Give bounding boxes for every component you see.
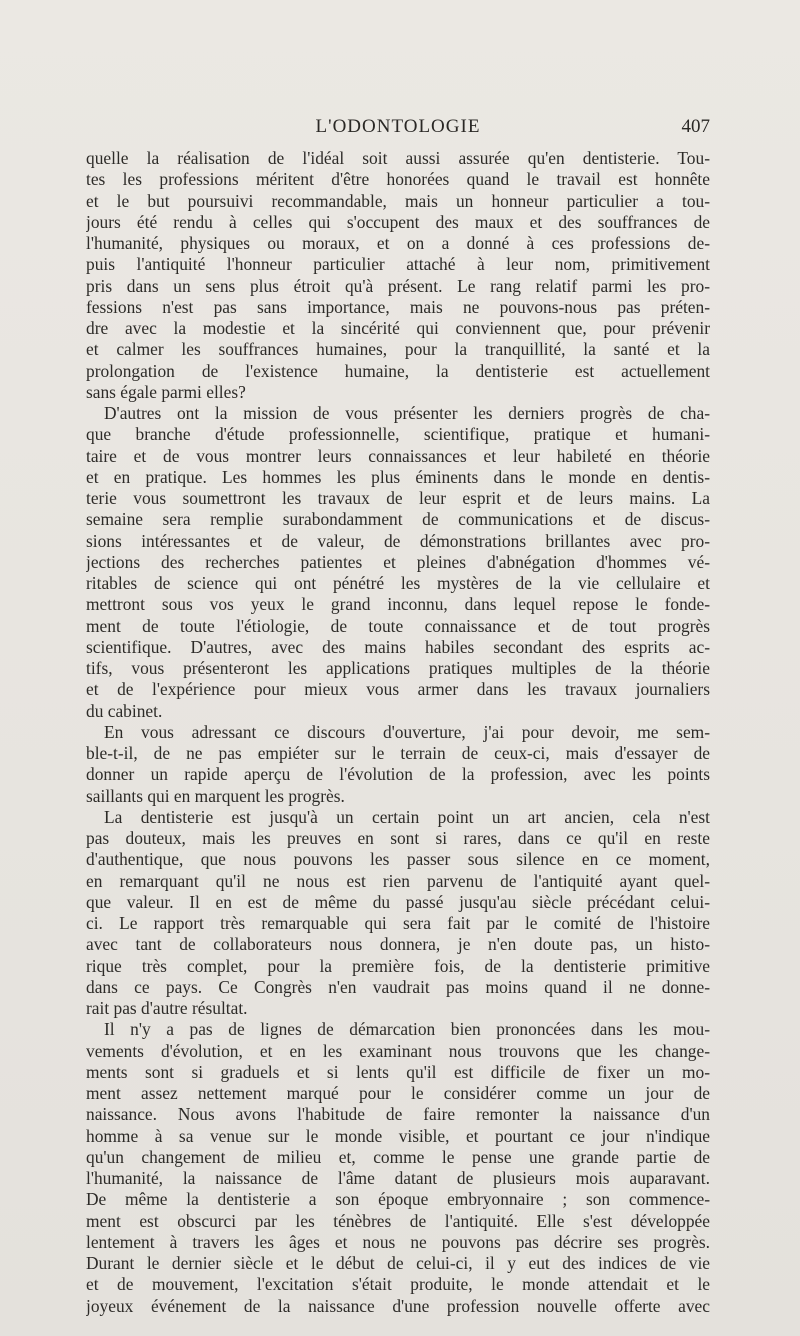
- text-line: rait pas d'autre résultat.: [86, 998, 248, 1018]
- text-line: puis l'antiquité l'honneur particulier attaché à leur nom, primitivement: [86, 254, 710, 275]
- text-line: terie vous soumettront les travaux de leur esprit et de leurs mains. La: [86, 488, 710, 508]
- running-title: L'ODONTOLOGIE: [315, 116, 481, 137]
- text-line: ritables de science qui ont pénétré les mystères de la vie cellulaire et: [86, 573, 710, 593]
- text-line: lentement à travers les âges et nous ne pouvons pas décrire ses progrès.: [86, 1231, 710, 1252]
- text-line: et de mouvement, l'excitation s'était produite, le monde attendait et le: [86, 1274, 710, 1295]
- text-line: tifs, vous présenteront les applications pratiques multiples de la théorie: [86, 658, 710, 678]
- text-line: rique très complet, pour la première fois, de la dentisterie primitive: [86, 955, 710, 976]
- text-line: l'humanité, la naissance de l'âme datant de plusieurs mois auparavant.: [86, 1168, 710, 1188]
- text-line: La dentisterie est jusqu'à un certain point un art ancien, cela n'est: [104, 806, 710, 827]
- text-line: fessions n'est pas sans importance, mais ne pouvons-nous pas préten-: [86, 296, 710, 317]
- text-line: l'humanité, physiques ou moraux, et on a donné à ces professions de-: [86, 233, 710, 253]
- text-line: taire et de vous montrer leurs connaissances et leur habileté en théorie: [86, 445, 710, 466]
- text-line: jections des recherches patientes et pleines d'abnégation d'hommes vé-: [86, 551, 710, 572]
- text-line: naissance. Nous avons l'habitude de faire remonter la naissance d'un: [86, 1104, 710, 1125]
- text-line: ble-t-il, de ne pas empiéter sur le terrain de ceux-ci, mais d'essayer de: [86, 743, 710, 763]
- text-line: ment de toute l'étiologie, de toute connaissance et de tout progrès: [86, 615, 710, 636]
- text-line: De même la dentisterie a son époque embryonnaire ; son commence-: [86, 1189, 710, 1210]
- text-line: dans ce pays. Ce Congrès n'en vaudrait pas moins quand il ne donne-: [86, 976, 710, 997]
- text-line: d'authentique, que nous pouvons les passer sous silence en ce moment,: [86, 849, 710, 870]
- text-line: tes les professions méritent d'être honorées quand le travail est honnête: [86, 169, 710, 190]
- text-line: et en pratique. Les hommes les plus éminents dans le monde en dentis-: [86, 466, 710, 487]
- text-line: ment est obscurci par les ténèbres de l'antiquité. Elle s'est développée: [86, 1210, 710, 1231]
- text-line: que branche d'étude professionnelle, scientifique, pratique et humani-: [86, 424, 710, 445]
- text-line: sions intéressantes et de valeur, de démonstrations brillantes avec pro-: [86, 530, 710, 551]
- text-line: saillants qui en marquent les progrès.: [86, 785, 345, 806]
- text-line: semaine sera remplie surabondamment de communications et de discus-: [86, 509, 710, 530]
- text-line: homme à sa venue sur le monde visible, et pourtant ce jour n'indique: [86, 1125, 710, 1146]
- text-line: et de l'expérience pour mieux vous armer dans les travaux journaliers: [86, 679, 710, 700]
- text-line: vements d'évolution, et en les examinant nous trouvons que les change-: [86, 1040, 710, 1061]
- text-line: Durant le dernier siècle et le début de celui-ci, il y eut des indices de vie: [86, 1253, 710, 1273]
- text-line: quelle la réalisation de l'idéal soit aussi assurée qu'en dentisterie. Tou-: [86, 148, 710, 168]
- text-line: jours été rendu à celles qui s'occupent des maux et des souffrances de: [86, 211, 710, 232]
- text-line: scientifique. D'autres, avec des mains habiles secondant des esprits ac-: [86, 636, 710, 657]
- page-number: 407: [681, 116, 710, 137]
- text-line: mettront sous vos yeux le grand inconnu, dans lequel repose le fonde-: [86, 594, 710, 615]
- text-line: donner un rapide aperçu de l'évolution de la profession, avec les points: [86, 764, 710, 785]
- text-line: en remarquant qu'il ne nous est rien parvenu de l'antiquité ayant quel-: [86, 870, 710, 891]
- text-line: avec tant de collaborateurs nous donnera, je n'en doute pas, un histo-: [86, 934, 710, 955]
- text-line: D'autres ont la mission de vous présenter les derniers progrès de cha-: [104, 403, 710, 423]
- text-line: joyeux événement de la naissance d'une profession nouvelle offerte avec: [86, 1295, 710, 1316]
- text-line: pris dans un sens plus étroit qu'à présent. Le rang relatif parmi les pro-: [86, 275, 710, 296]
- text-line: qu'un changement de milieu et, comme le pense une grande partie de: [86, 1146, 710, 1167]
- text-line: du cabinet.: [86, 700, 163, 721]
- page-header: [86, 116, 710, 144]
- text-line: En vous adressant ce discours d'ouverture, j'ai pour devoir, me sem-: [104, 721, 710, 742]
- text-line: que valeur. Il en est de même du passé jusqu'au siècle précédant celui-: [86, 891, 710, 912]
- text-line: et calmer les souffrances humaines, pour la tranquillité, la santé et la: [86, 339, 710, 360]
- text-line: Il n'y a pas de lignes de démarcation bien prononcées dans les mou-: [104, 1019, 710, 1040]
- body-text: [86, 148, 710, 1317]
- text-line: ci. Le rapport très remarquable qui sera fait par le comité de l'histoire: [86, 913, 710, 933]
- text-line: et le but poursuivi recommandable, mais un honneur particulier a tou-: [86, 190, 710, 211]
- text-line: pas douteux, mais les preuves en sont si rares, dans ce qu'il en reste: [86, 828, 710, 848]
- text-line: ments sont si graduels et si lents qu'il est difficile de fixer un mo-: [86, 1061, 710, 1082]
- text-line: sans égale parmi elles?: [86, 381, 246, 402]
- text-line: prolongation de l'existence humaine, la dentisterie est actuellement: [86, 360, 710, 381]
- text-line: ment assez nettement marqué pour le considérer comme un jour de: [86, 1083, 710, 1103]
- text-line: dre avec la modestie et la sincérité qui conviennent que, pour prévenir: [86, 318, 710, 338]
